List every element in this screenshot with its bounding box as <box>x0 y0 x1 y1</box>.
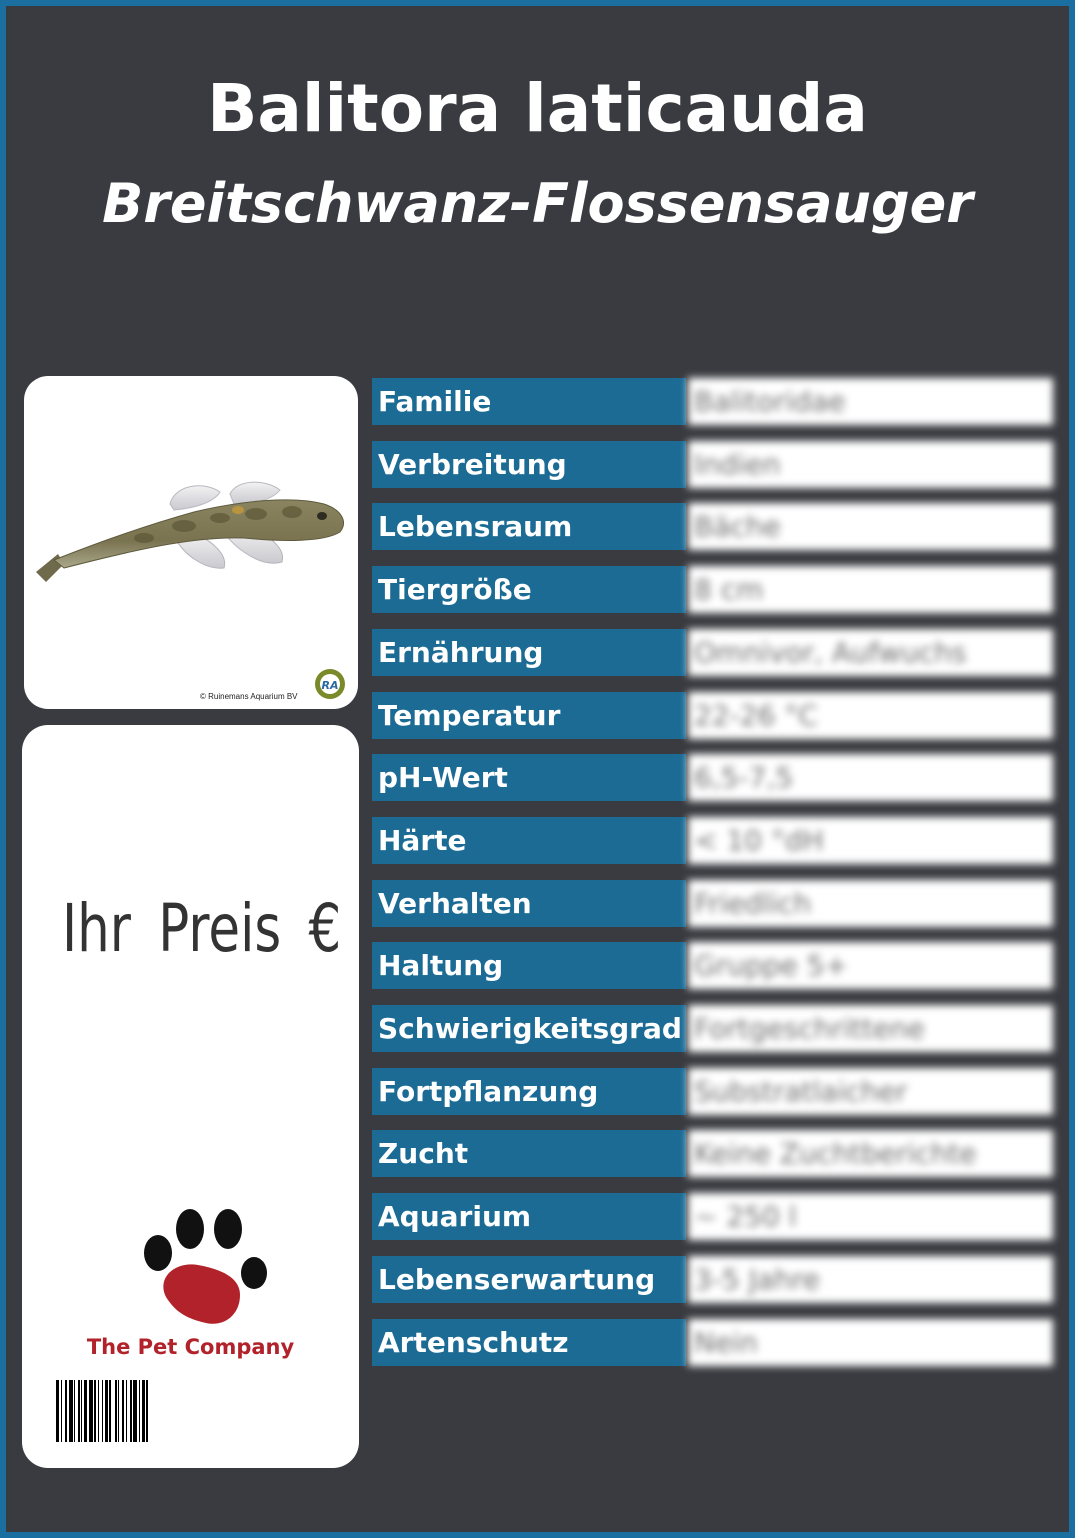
row-value: ~ 250 l <box>688 1193 1053 1240</box>
row-value: Friedlich <box>688 880 1053 927</box>
company-name: The Pet Company <box>86 1335 295 1359</box>
species-title: Balitora laticauda <box>207 70 868 147</box>
row-value: Indien <box>688 441 1053 488</box>
row-label: Verbreitung <box>372 441 686 488</box>
barcode <box>56 1380 332 1442</box>
row-value: Keine Zuchtberichte <box>688 1130 1053 1177</box>
row-label: Zucht <box>372 1130 686 1177</box>
row-value: Balitoridae <box>688 378 1053 425</box>
row-label: Temperatur <box>372 692 686 739</box>
photo-credit: © Ruinemans Aquarium BV <box>200 692 298 701</box>
table-row <box>372 1256 1053 1303</box>
ruinemans-logo-text: RA <box>321 679 339 692</box>
row-label: Familie <box>372 378 686 425</box>
row-value: 6,5-7,5 <box>688 754 1053 801</box>
row-label: pH-Wert <box>372 754 686 801</box>
price-panel <box>22 725 359 1468</box>
row-label: Aquarium <box>372 1193 686 1240</box>
table-row <box>372 817 1053 864</box>
paw-logo-icon <box>136 1207 276 1331</box>
fish-photo <box>24 376 358 709</box>
table-row <box>372 1068 1053 1115</box>
row-value: Omnivor, Aufwuchs <box>688 629 1053 676</box>
table-row <box>372 1005 1053 1052</box>
fish-photo-panel <box>24 376 358 709</box>
row-label: Haltung <box>372 942 686 989</box>
row-value: Nein <box>688 1319 1053 1366</box>
row-label: Verhalten <box>372 880 686 927</box>
row-label: Härte <box>372 817 686 864</box>
row-value: < 10 °dH <box>688 817 1053 864</box>
row-value: 8 cm <box>688 566 1053 613</box>
row-label: Ernährung <box>372 629 686 676</box>
table-row <box>372 629 1053 676</box>
table-row <box>372 378 1053 425</box>
row-value: Gruppe 5+ <box>688 942 1053 989</box>
common-name-subtitle: Breitschwanz-Flossensauger <box>102 172 973 235</box>
row-label: Fortpflanzung <box>372 1068 686 1115</box>
barcode-bar <box>148 1380 150 1442</box>
table-row <box>372 1193 1053 1240</box>
table-row <box>372 1130 1053 1177</box>
table-row <box>372 503 1053 550</box>
row-value: Bäche <box>688 503 1053 550</box>
row-label: Lebensraum <box>372 503 686 550</box>
price-label: Ihr Preis € <box>62 890 342 967</box>
row-label: Lebenserwartung <box>372 1256 686 1303</box>
table-row <box>372 566 1053 613</box>
row-value: Fortgeschrittene <box>688 1005 1053 1052</box>
row-value: 22-26 °C <box>688 692 1053 739</box>
table-row <box>372 754 1053 801</box>
table-row <box>372 1319 1053 1366</box>
row-value: 3-5 Jahre <box>688 1256 1053 1303</box>
table-row <box>372 441 1053 488</box>
row-value: Substratlaicher <box>688 1068 1053 1115</box>
ruinemans-logo <box>314 668 346 700</box>
table-row <box>372 692 1053 739</box>
row-label: Tiergröße <box>372 566 686 613</box>
table-row <box>372 880 1053 927</box>
row-label: Artenschutz <box>372 1319 686 1366</box>
table-row <box>372 942 1053 989</box>
row-label: Schwierigkeitsgrad <box>372 1005 686 1052</box>
